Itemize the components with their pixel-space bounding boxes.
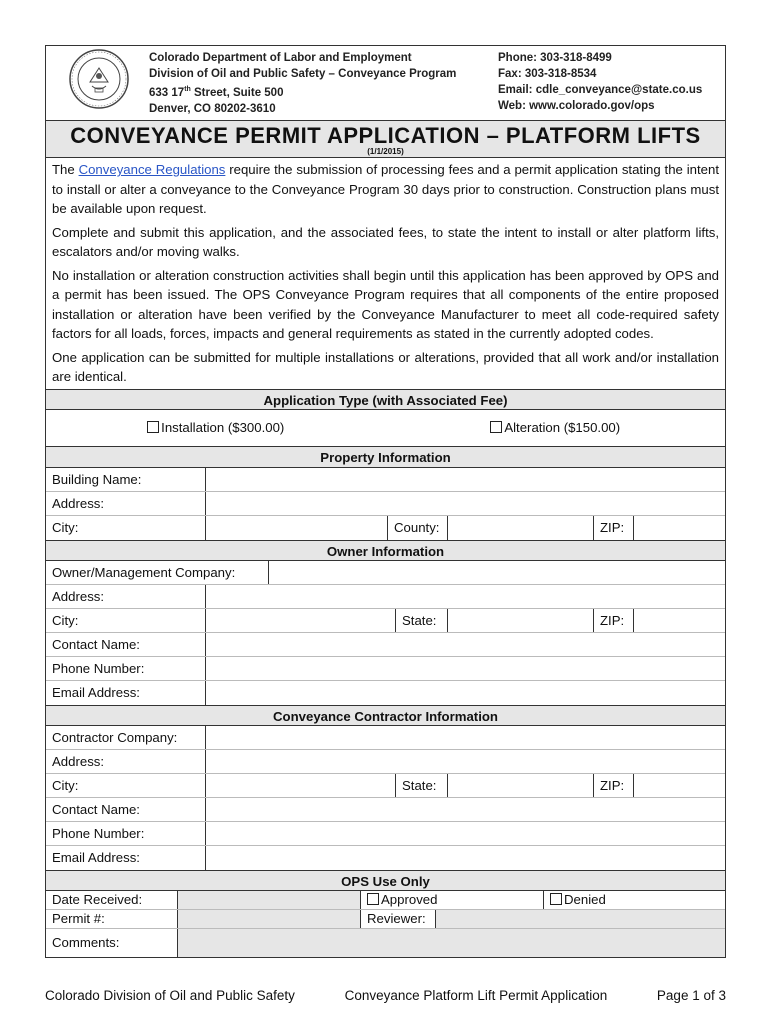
section-heading: Owner Information (46, 540, 725, 561)
alteration-label: Alteration ($150.00) (504, 420, 621, 435)
footer-doc-title: Conveyance Platform Lift Permit Application (344, 988, 608, 1003)
city-label: City: (46, 774, 206, 797)
comments-label: Comments: (46, 929, 178, 957)
org-line: Division of Oil and Public Safety – Conveyance Program (149, 68, 457, 80)
application-type-row (46, 410, 725, 447)
approved-label: Approved (381, 891, 438, 907)
city-label: City: (46, 609, 206, 632)
footer-org: Colorado Division of Oil and Public Safety (45, 988, 295, 1003)
table-row (46, 774, 725, 798)
table-row (46, 657, 725, 681)
table-row (46, 798, 725, 822)
title-bar (46, 121, 725, 158)
section-heading: Application Type (with Associated Fee) (46, 389, 725, 410)
approved-option[interactable] (361, 891, 544, 909)
table-row (46, 929, 725, 957)
table-row (46, 561, 725, 585)
date-received-field[interactable] (178, 891, 361, 909)
contact-label: Contact Name: (46, 633, 206, 656)
address-label: Address: (46, 492, 206, 515)
contact-field[interactable] (206, 798, 725, 821)
address-label: Address: (46, 750, 206, 773)
city-field[interactable] (206, 609, 396, 632)
org-line: 633 17th Street, Suite 500 (149, 86, 284, 99)
email-field[interactable] (206, 846, 725, 870)
org-address (149, 50, 456, 117)
contractor-company-field[interactable] (206, 726, 725, 749)
state-label: State: (396, 609, 448, 632)
building-field[interactable] (206, 468, 725, 491)
ops-table (46, 891, 725, 957)
phone-label: Phone Number: (46, 822, 206, 845)
email-label: Email Address: (46, 681, 206, 705)
owner-company-label: Owner/Management Company: (46, 561, 269, 584)
address-field[interactable] (206, 492, 725, 515)
city-field[interactable] (206, 516, 388, 540)
phone-line: Phone: 303-318-8499 (498, 52, 612, 64)
table-row (46, 633, 725, 657)
table-row (46, 681, 725, 705)
installation-option[interactable] (46, 420, 386, 435)
date-received-label: Date Received: (46, 891, 178, 909)
alteration-checkbox[interactable] (490, 421, 502, 433)
contact-field[interactable] (206, 633, 725, 656)
city-field[interactable] (206, 774, 396, 797)
regulations-link[interactable]: Conveyance Regulations (78, 162, 226, 177)
table-row (46, 750, 725, 774)
email-line: Email: cdle_conveyance@state.co.us (498, 84, 703, 96)
address-field[interactable] (206, 585, 725, 608)
denied-label: Denied (564, 891, 606, 907)
installation-label: Installation ($300.00) (161, 420, 285, 435)
reviewer-label: Reviewer: (361, 910, 436, 928)
permit-form (45, 45, 726, 958)
state-field[interactable] (448, 774, 594, 797)
installation-checkbox[interactable] (147, 421, 159, 433)
email-field[interactable] (206, 681, 725, 705)
contact-info (498, 50, 702, 114)
table-row (46, 468, 725, 492)
approved-checkbox[interactable] (367, 893, 379, 905)
zip-field[interactable] (634, 516, 725, 540)
address-label: Address: (46, 585, 206, 608)
permit-field[interactable] (178, 910, 361, 928)
zip-label: ZIP: (594, 774, 634, 797)
denied-option[interactable] (544, 891, 725, 909)
fax-line: Fax: 303-318-8534 (498, 68, 597, 80)
table-row (46, 609, 725, 633)
table-row (46, 910, 725, 929)
org-line: Denver, CO 80202-3610 (149, 102, 276, 115)
phone-field[interactable] (206, 657, 725, 680)
section-heading: OPS Use Only (46, 870, 725, 891)
address-field[interactable] (206, 750, 725, 773)
building-label: Building Name: (46, 468, 206, 491)
contact-label: Contact Name: (46, 798, 206, 821)
county-label: County: (388, 516, 448, 540)
property-table (46, 468, 725, 540)
web-line: Web: www.colorado.gov/ops (498, 100, 655, 112)
table-row (46, 492, 725, 516)
phone-field[interactable] (206, 822, 725, 845)
section-heading: Conveyance Contractor Information (46, 705, 725, 726)
org-line: Colorado Department of Labor and Employment (149, 52, 412, 64)
page-footer (45, 988, 726, 1003)
table-row (46, 726, 725, 750)
phone-label: Phone Number: (46, 657, 206, 680)
zip-field[interactable] (634, 609, 725, 632)
owner-company-field[interactable] (269, 561, 725, 584)
table-row (46, 585, 725, 609)
instructions (46, 158, 725, 389)
comments-field[interactable] (178, 929, 725, 957)
intro-paragraph: Complete and submit this application, and the associated fees, to state the intent to install or alter platform lifts, escalators and/or moving walks. (52, 224, 719, 259)
intro-paragraph: One application can be submitted for multiple installations or alterations, provided that all work and/or installation are identical. (52, 349, 719, 384)
revision-date: (1/1/2015) (367, 147, 404, 156)
zip-label: ZIP: (594, 516, 634, 540)
page-title: CONVEYANCE PERMIT APPLICATION – PLATFORM LIFTS (70, 123, 701, 148)
state-field[interactable] (448, 609, 594, 632)
denied-checkbox[interactable] (550, 893, 562, 905)
alteration-option[interactable] (386, 420, 726, 435)
zip-label: ZIP: (594, 609, 634, 632)
contractor-table (46, 726, 725, 870)
table-row (46, 822, 725, 846)
letterhead (46, 46, 725, 121)
owner-table (46, 561, 725, 705)
state-seal-icon (68, 48, 130, 110)
state-label: State: (396, 774, 448, 797)
contractor-company-label: Contractor Company: (46, 726, 206, 749)
intro-paragraph: No installation or alteration construction activities shall begin until this application has been approved by OPS and a permit has been issued. The OPS Conveyance Program requires that all components of the entire proposed installation or alteration have been verified by the Conveyance Manufacturer to meet all code-required safety factors for all loads, forces, impacts and general requirements as stated in the currently adopted codes. (52, 267, 719, 341)
permit-label: Permit #: (46, 910, 178, 928)
page-number: Page 1 of 3 (656, 988, 726, 1003)
intro-paragraph (52, 160, 719, 219)
email-label: Email Address: (46, 846, 206, 870)
city-label: City: (46, 516, 206, 540)
reviewer-field[interactable] (436, 910, 725, 928)
text: The (52, 162, 79, 177)
county-field[interactable] (448, 516, 594, 540)
table-row (46, 846, 725, 870)
zip-field[interactable] (634, 774, 725, 797)
section-heading: Property Information (46, 447, 725, 468)
table-row (46, 516, 725, 540)
text: require the submission of processing fees and a permit application stating the intent to install or alter a conveyance to the Conveyance Program 30 days prior to construction. Construction plans must be available upon request. (52, 162, 719, 216)
table-row (46, 891, 725, 910)
